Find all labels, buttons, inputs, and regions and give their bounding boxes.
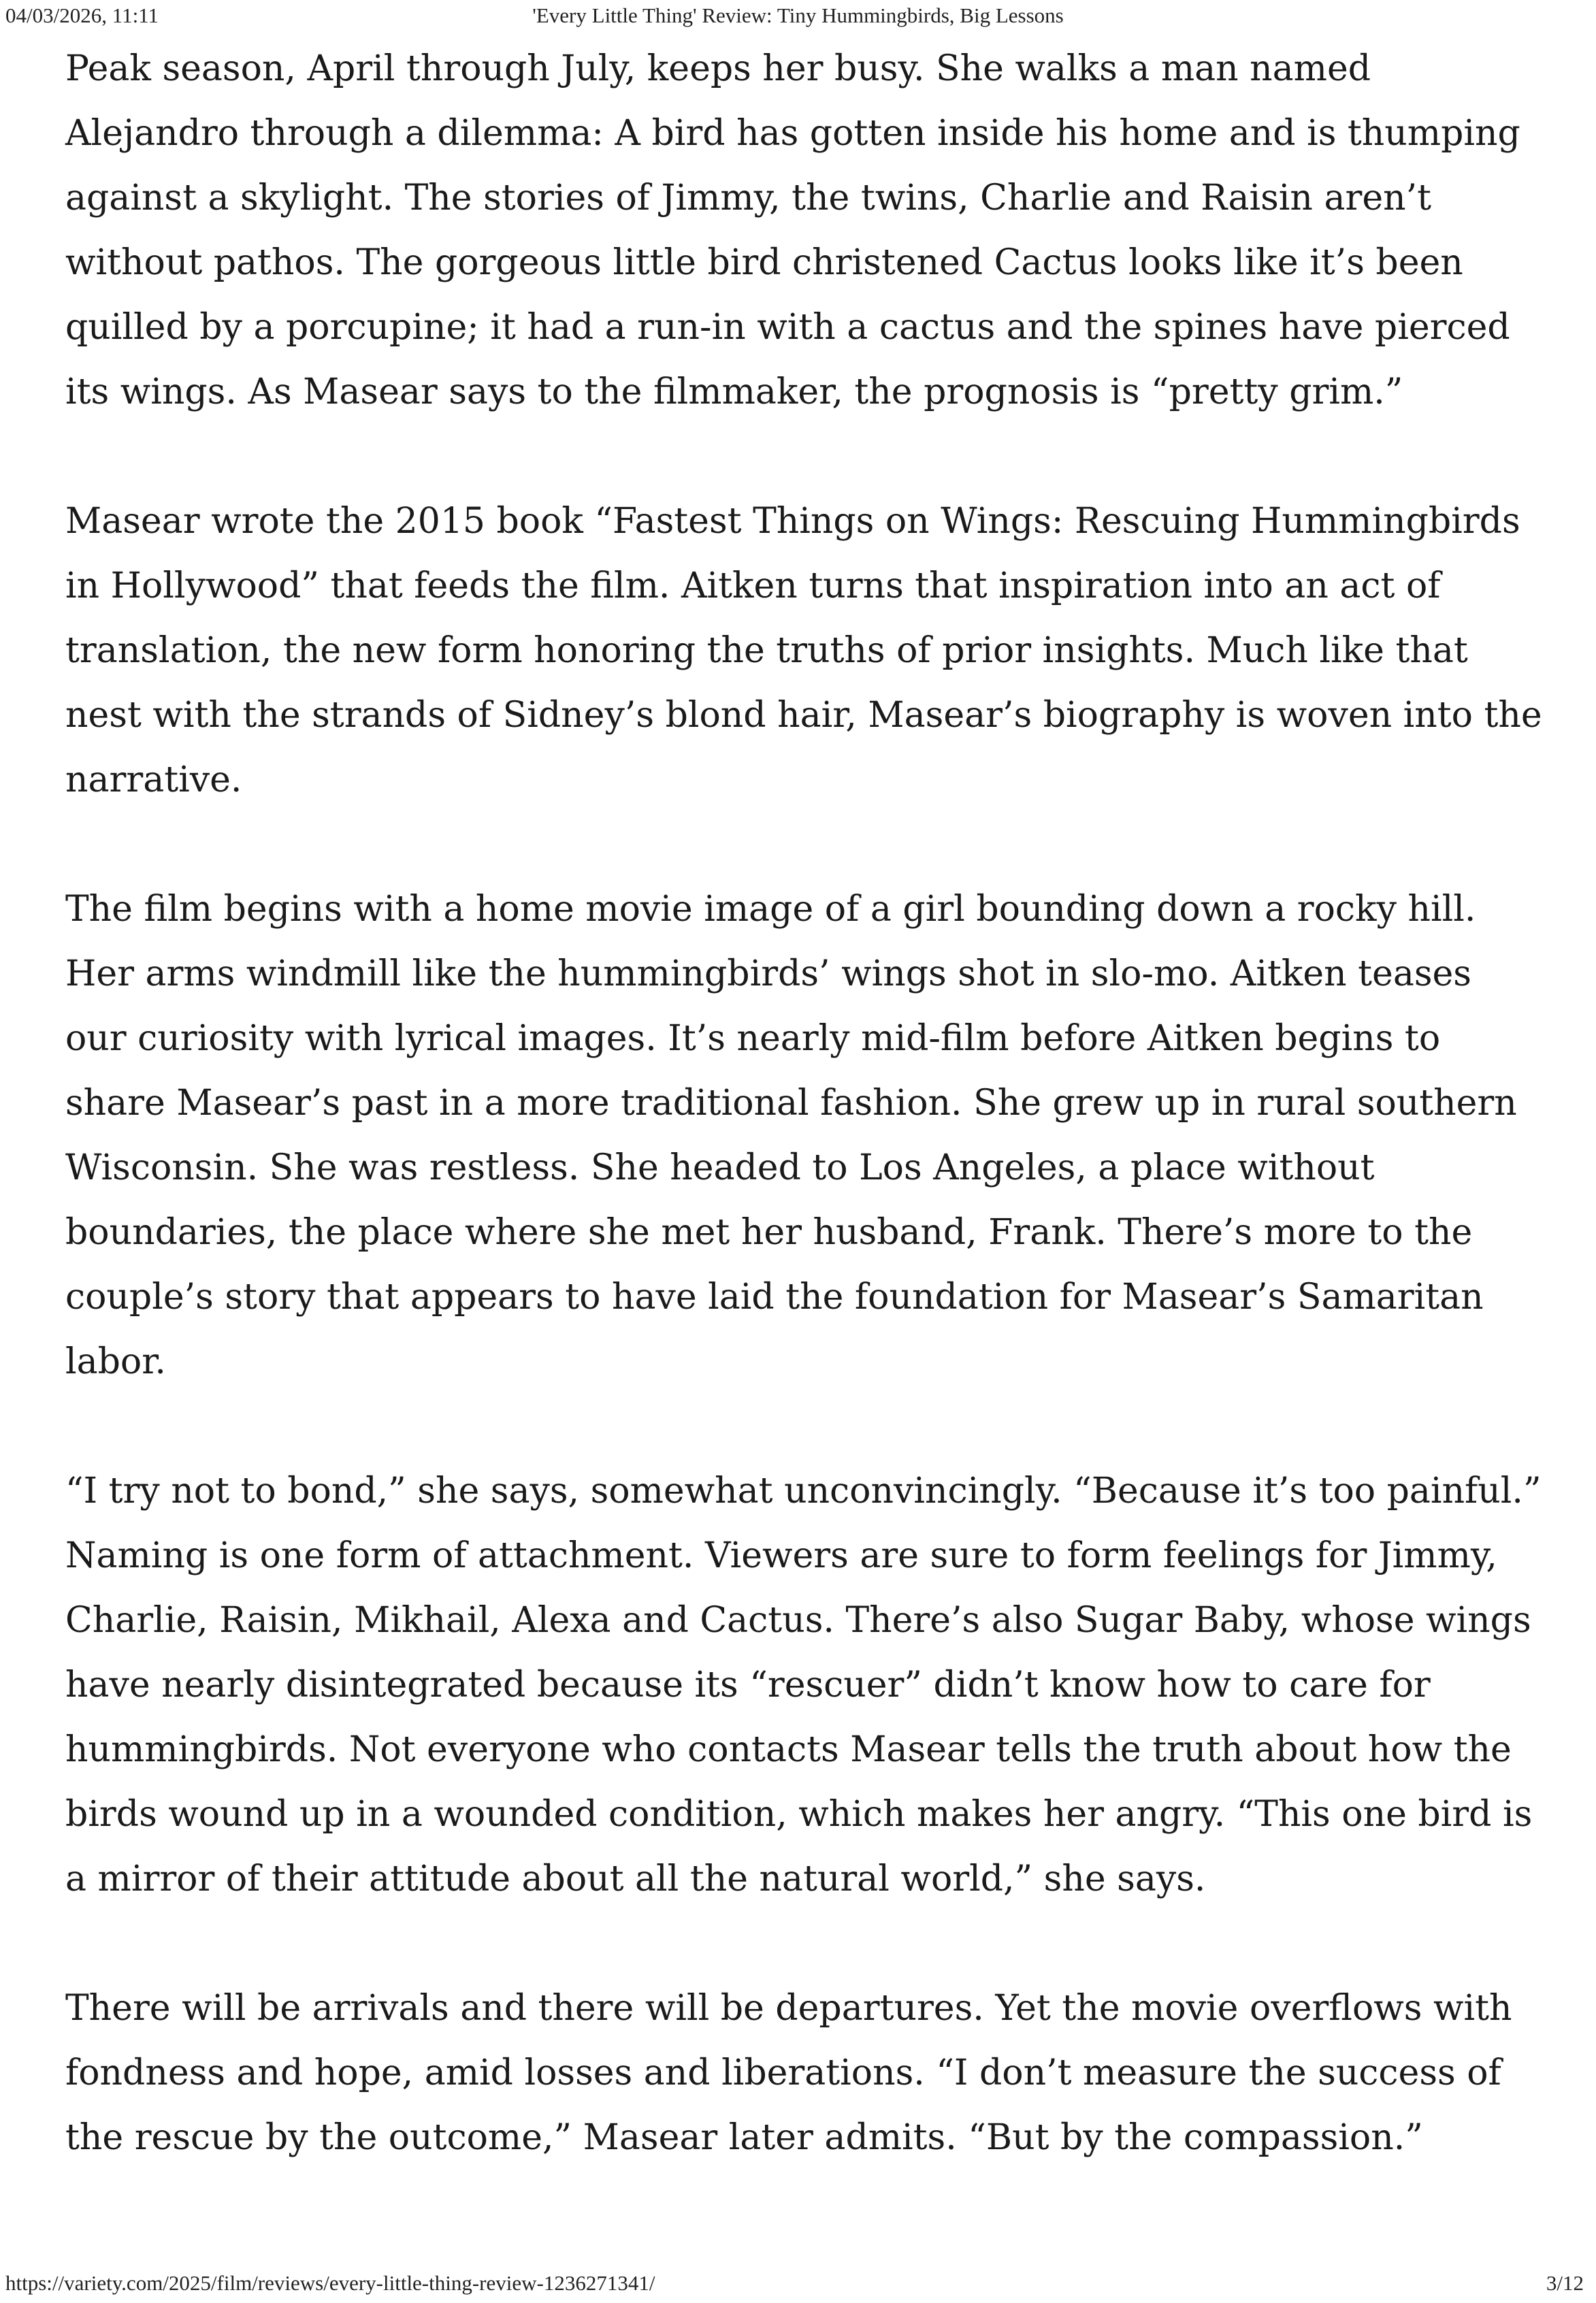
article-body [65, 37, 1542, 2170]
print-header [0, 0, 1596, 34]
print-footer [0, 2268, 1596, 2303]
article-paragraph: Masear wrote the 2015 book “Fastest Things on Wings: Rescuing Hummingbirds in Hollywood” that feeds the film. Aitken turns that inspiration into an act of translation, the new form honoring the truths of prior insights. Much like that nest with the strands of Sidney’s blond hair, Masear’s biography is woven into the narrative. [65, 501, 1542, 800]
article-paragraph: There will be arrivals and there will be departures. Yet the movie overflows with fondness and hope, amid losses and liberations. “I don’t measure the success of the rescue by the outcome,” Masear later admits. “But by the compassion.” [65, 1988, 1512, 2158]
article-paragraph: “I try not to bond,” she says, somewhat unconvincingly. “Because it’s too painful.” Naming is one form of attachment. Viewers are sure to form feelings for Jimmy, Charlie, Raisin, Mikhail, Alexa and Cactus. There’s also Sugar Baby, whose wings have nearly disintegrated because its “rescuer” didn’t know how to care for hummingbirds. Not everyone who contacts Masear tells the truth about how the birds wound up in a wounded condition, which makes her angry. “This one bird is a mirror of their attitude about all the natural world,” she says. [65, 1471, 1542, 1899]
print-datetime: 04/03/2026, 11:11 [5, 3, 159, 27]
article-paragraph: Peak season, April through July, keeps her busy. She walks a man named Alejandro through a dilemma: A bird has gotten inside his home and is thumping against a skylight. The stories of Jimmy, the twins, Charlie and Raisin aren’t without pathos. The gorgeous little bird christened Cactus looks like it’s been quilled by a porcupine; it had a run-in with a cactus and the spines have pierced its wings. As Masear says to the filmmaker, the prognosis is “pretty grim.” [65, 48, 1520, 412]
print-url[interactable]: https://variety.com/2025/film/reviews/every-little-thing-review-1236271341/ [5, 2271, 655, 2295]
print-page-title: 'Every Little Thing' Review: Tiny Hummingbirds, Big Lessons [532, 3, 1064, 27]
article-paragraph: The film begins with a home movie image of a girl bounding down a rocky hill. Her arms windmill like the hummingbirds’ wings shot in slo-mo. Aitken teases our curiosity with lyrical images. It’s nearly mid-film before Aitken begins to share Masear’s past in a more traditional fashion. She grew up in rural southern Wisconsin. She was restless. She headed to Los Angeles, a place without boundaries, the place where she met her husband, Frank. There’s more to the couple’s story that appears to have laid the foundation for Masear’s Samaritan labor. [65, 889, 1517, 1382]
page-indicator: 3/12 [1546, 2271, 1584, 2295]
